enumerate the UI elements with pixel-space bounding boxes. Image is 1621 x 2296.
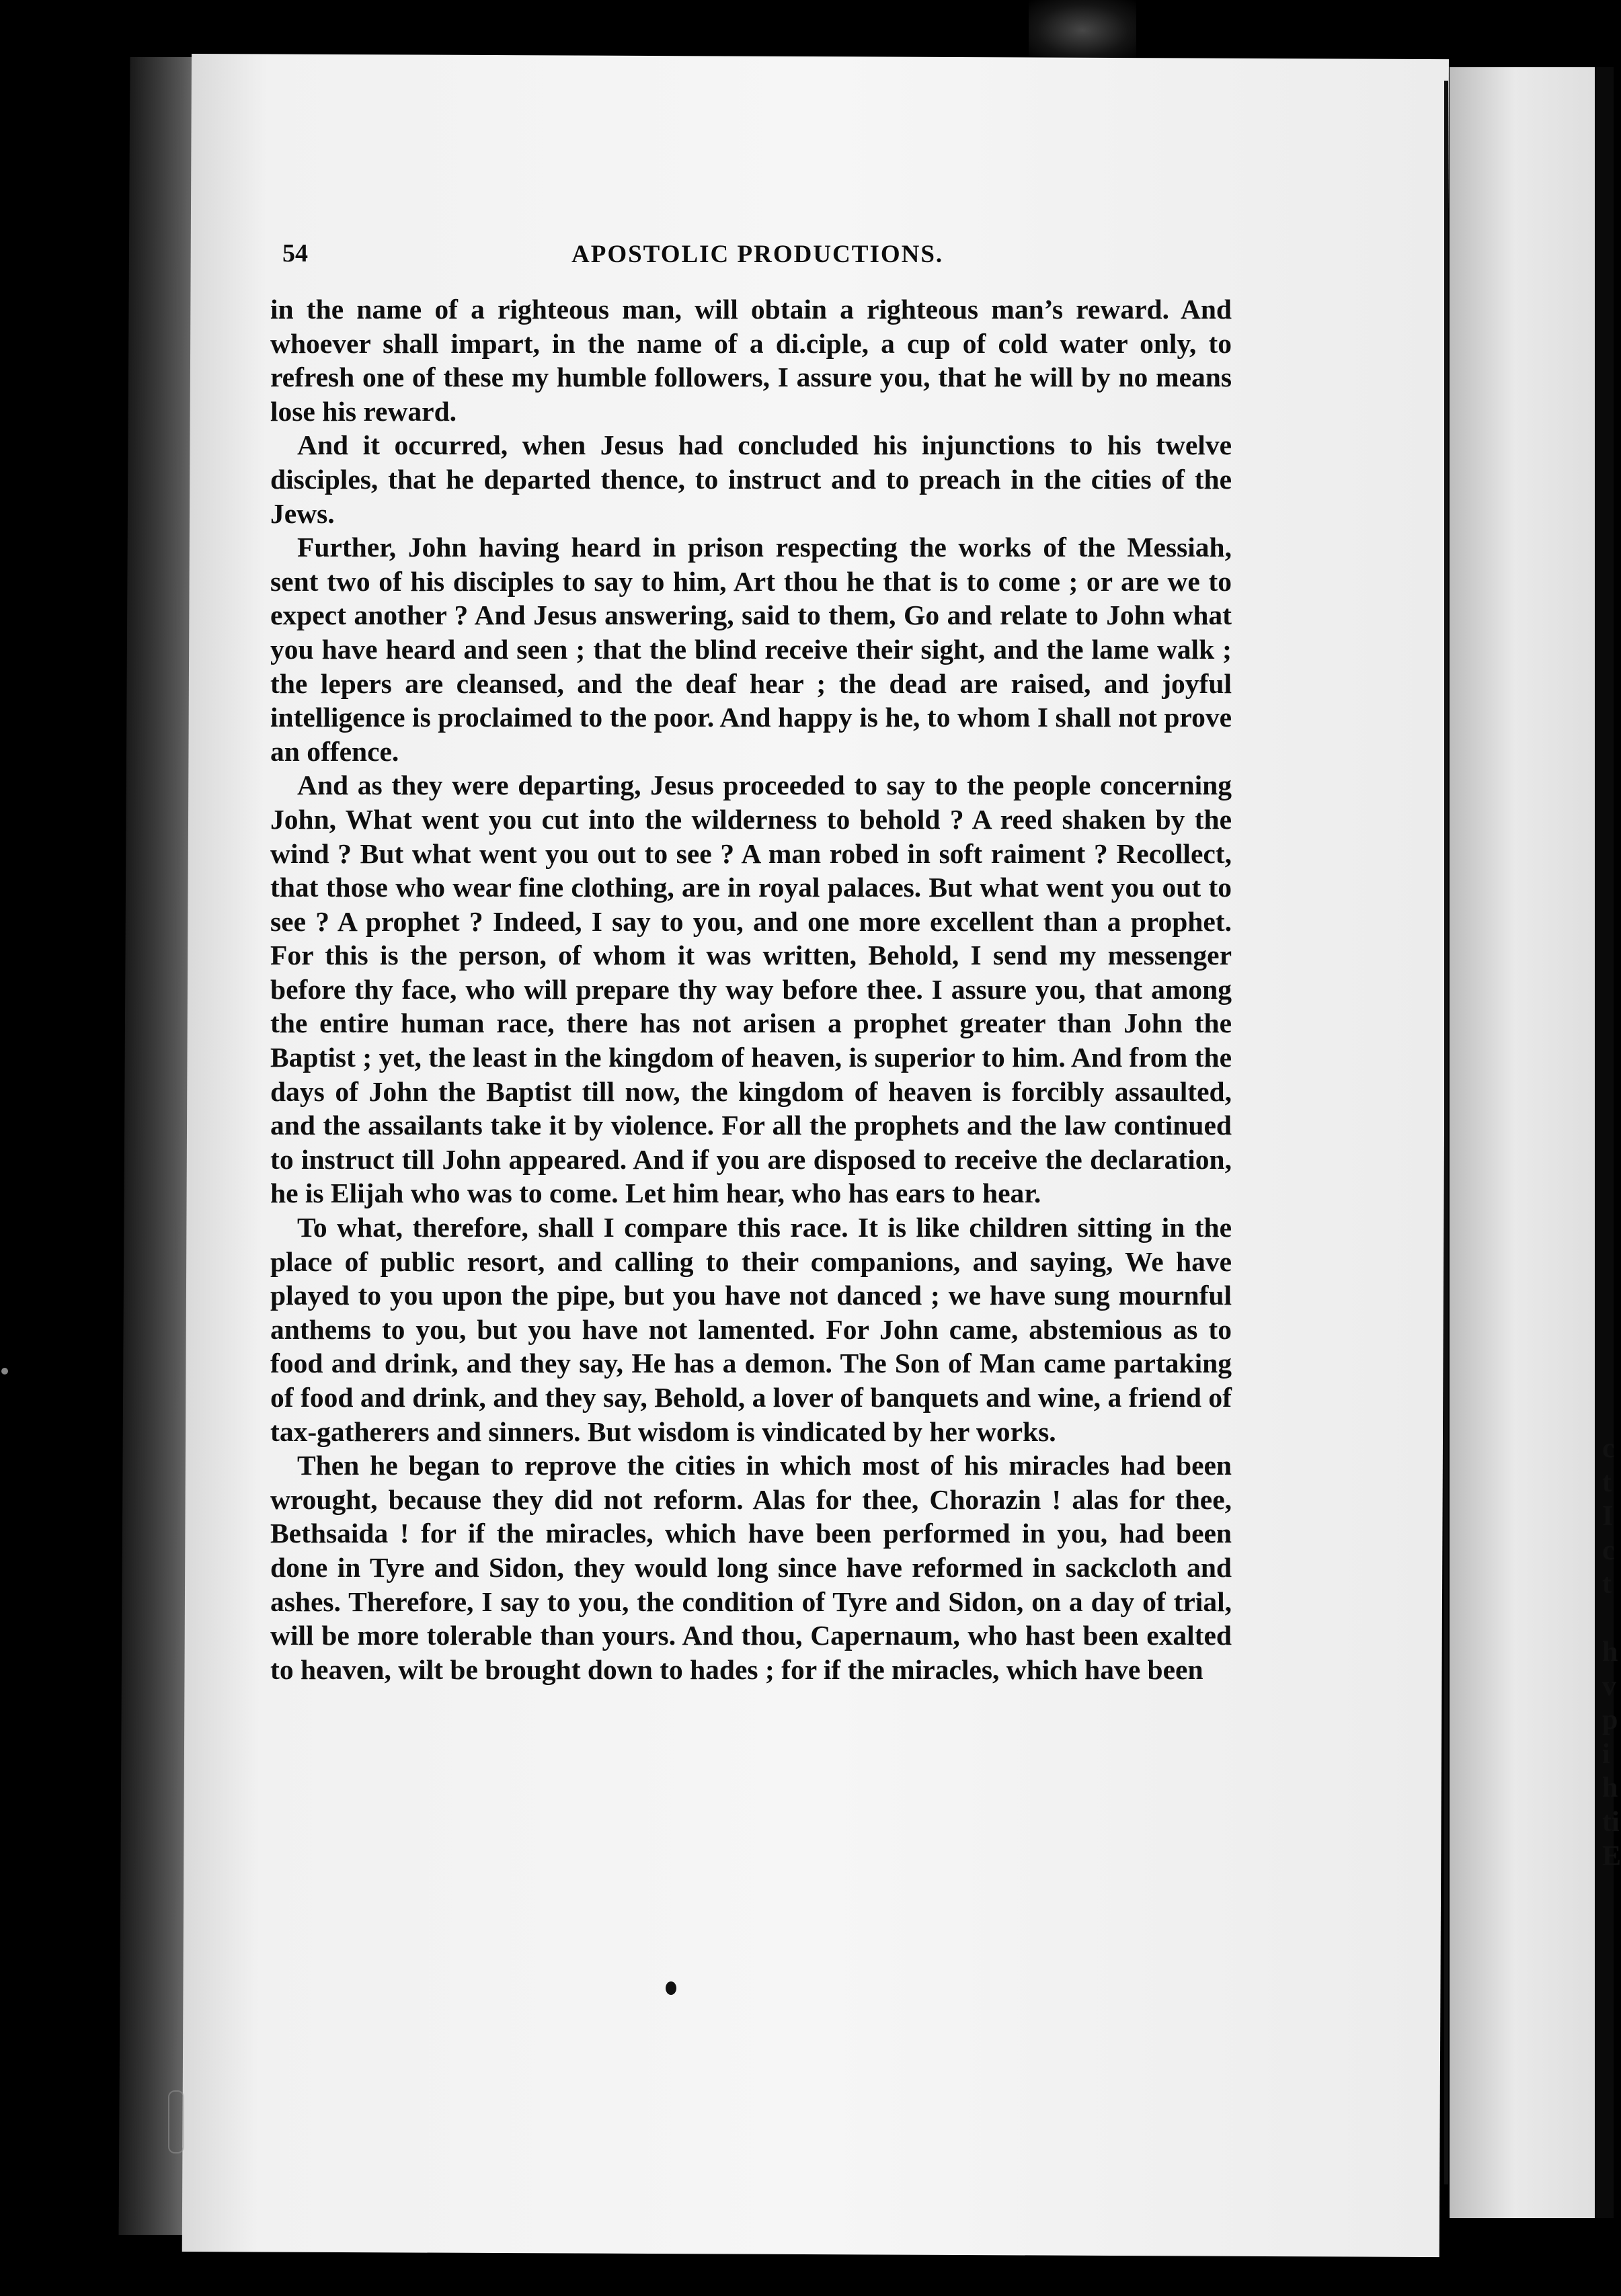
paragraph: in the name of a righteous man, will obtain a righteous man’s reward. And whoever shall impart, in the name of a di.ciple, a cup of cold water only, to refresh one of these my humble followers, I assure you, that he will by no means lose his reward. xyxy=(270,294,1232,427)
facing-fragment: p xyxy=(1602,1705,1618,1736)
facing-fragment: E xyxy=(1602,1840,1621,1872)
facing-fragment: h xyxy=(1602,1636,1618,1668)
page-corner-mark xyxy=(168,2090,184,2154)
facing-page xyxy=(1450,67,1621,2218)
facing-fragment: c xyxy=(1602,1433,1615,1464)
facing-fragment: ti xyxy=(1602,1806,1620,1838)
page-header xyxy=(282,239,1237,279)
facing-fragment: v xyxy=(1602,1670,1616,1702)
facing-fragment: t xyxy=(1602,1569,1612,1600)
running-head: APOSTOLIC PRODUCTIONS. xyxy=(571,241,944,268)
facing-fragment: c xyxy=(1602,1534,1615,1566)
paragraph: Then he began to reprove the cities in which most of his miracles had been wrought, because they did not reform. Alas for thee, Chorazin ! alas for thee, Bethsaida ! for if the miracles, which have been performed in you, had been done in Tyre and Sidon, they would long since have reformed in sackcloth and ashes. Therefore, I say to you, the condition of Tyre and Sidon, on a day of trial, will be more tolerable than yours. And thou, Capernaum, who hast been exalted to heaven, wilt be brought down to hades ; for if the miracles, which have been xyxy=(270,1450,1232,1685)
facing-page-text xyxy=(1602,1432,1621,1873)
paragraph: Further, John having heard in prison respecting the works of the Messiah, sent two of his disciples to say to him, Art thou he that is to come ; or are we to expect another ? And Jesus answering, said to them, Go and relate to John what you have heard and seen ; that the blind receive their sight, and the lame walk ; the lepers are cleansed, and the deaf hear ; the dead are raised, and joyful intelligence is proclaimed to the poor. And happy is he, to whom I shall not prove an offence. xyxy=(270,532,1232,767)
scan-speck xyxy=(1,1368,8,1375)
facing-fragment: I xyxy=(1602,1501,1614,1532)
body-text xyxy=(270,292,1232,1686)
page-gutter xyxy=(1444,81,1448,2184)
page-footer-mark xyxy=(666,1981,676,1995)
paragraph: And it occurred, when Jesus had concluded his injunctions to his twelve disciples, that he departed thence, to instruct and to preach in the cities of the Jews. xyxy=(270,429,1232,529)
page-number: 54 xyxy=(282,239,308,268)
facing-fragment: i xyxy=(1602,1738,1610,1770)
facing-fragment: t xyxy=(1602,1467,1612,1498)
scan-smudge xyxy=(1029,0,1136,60)
facing-page-edge xyxy=(1595,67,1621,2218)
paragraph: And as they were departing, Jesus proceeded to say to the people concerning John, What went you cut into the wilderness to behold ? A reed shaken by the wind ? But what went you out to see ? A man robed in soft raiment ? Recollect, that those who wear fine clothing, are in royal palaces. But what went you out to see ? A prophet ? Indeed, I say to you, and one more excellent than a prophet. For this is the person, of whom it was written, Behold, I send my messenger before thy face, who will prepare thy way before thee. I assure you, that among the entire human race, there has not arisen a prophet greater than John the Baptist ; yet, the least in the kingdom of heaven, is superior to him. And from the days of John the Baptist till now, the kingdom of heaven is forcibly assaulted, and the assailants take it by violence. For all the prophets and the law continued to instruct till John appeared. And if you are disposed to receive the declaration, he is Elijah who was to come. Let him hear, who has ears to hear. xyxy=(270,770,1232,1209)
facing-fragment: h xyxy=(1602,1772,1618,1804)
paragraph: To what, therefore, shall I compare this race. It is like children sitting in the place of public resort, and calling to their companions, and saying, We have played to you upon the pipe, but you have not danced ; we have sung mournful anthems to you, but you have not lamented. For John came, abstemious as to food and drink, and they say, He has a demon. The Son of Man came partaking of food and drink, and they say, Behold, a lover of banquets and wine, a friend of tax-gatherers and sinners. But wisdom is vindicated by her works. xyxy=(270,1212,1232,1447)
